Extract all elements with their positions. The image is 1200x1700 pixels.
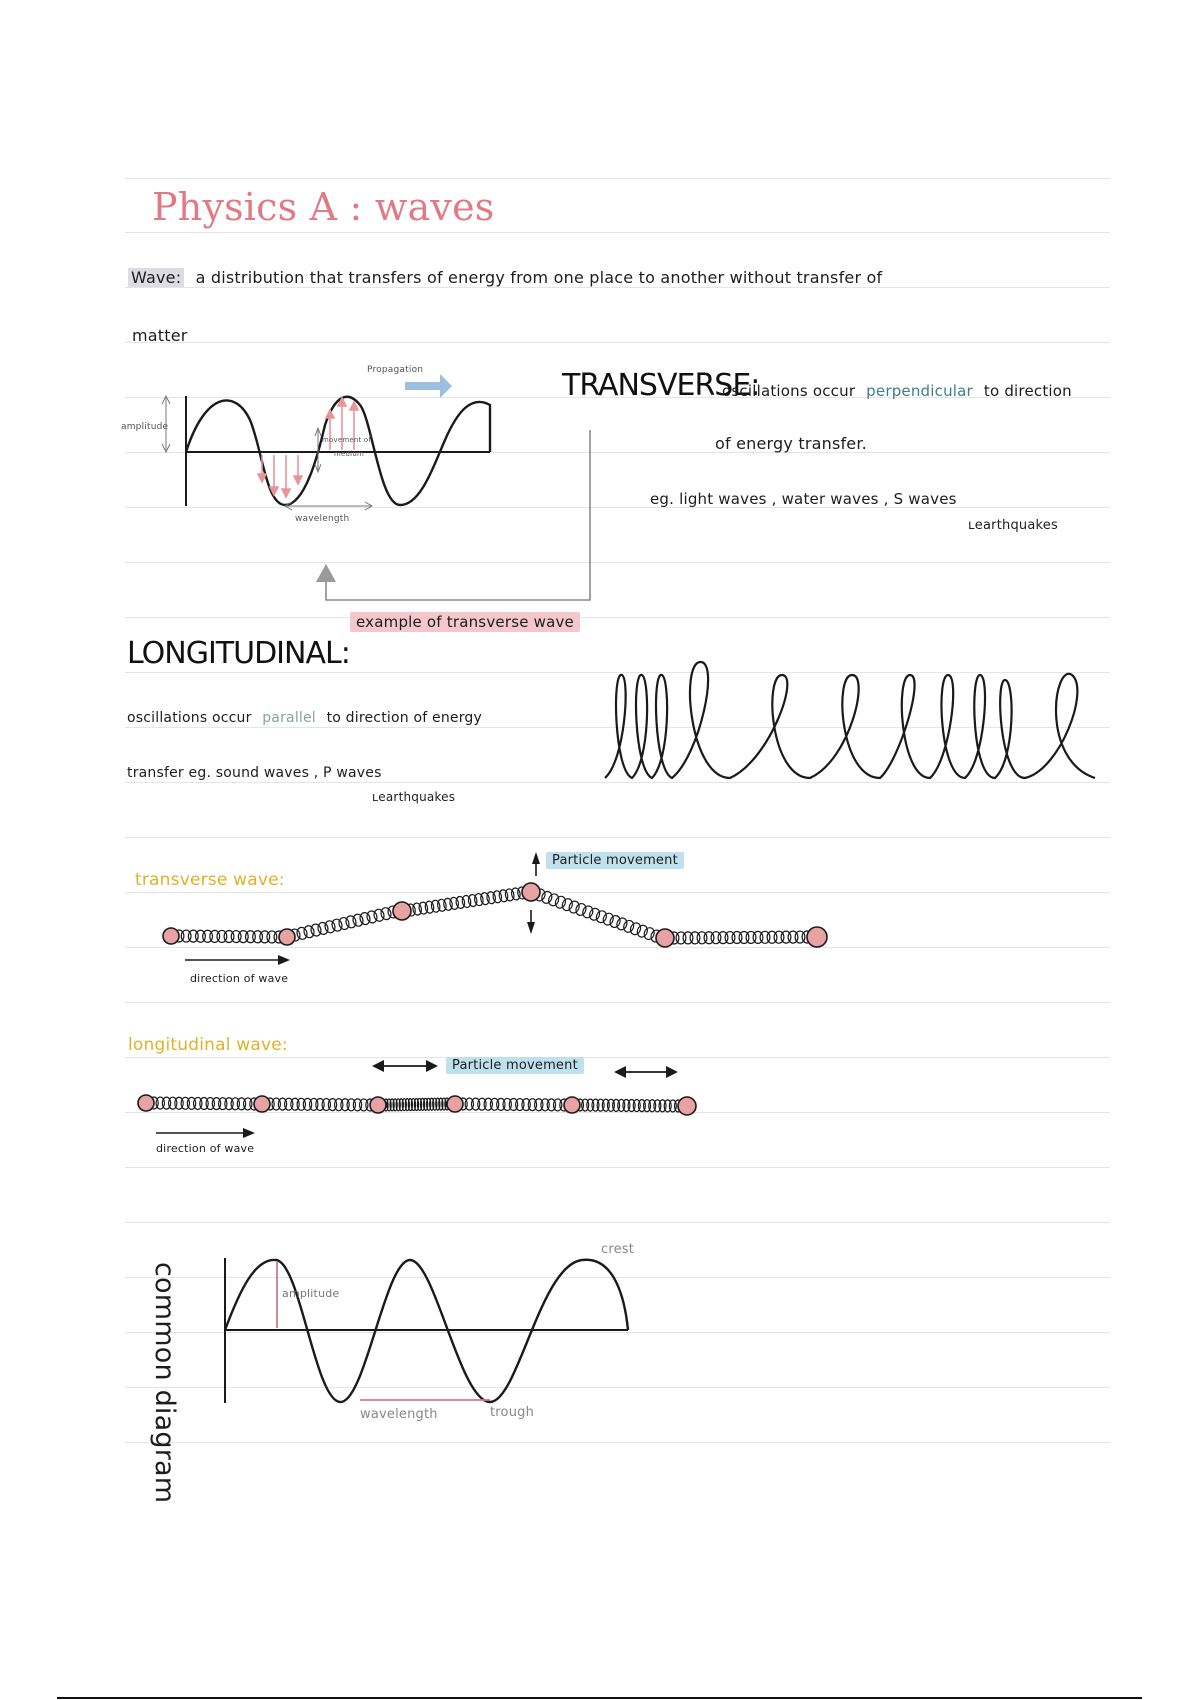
longitudinal-heading: LONGITUDINAL: [127, 636, 350, 671]
trough-label: trough [490, 1405, 535, 1420]
transverse-heading: TRANSVERSE: [562, 368, 760, 403]
perpendicular-highlight: perpendicular [866, 382, 973, 400]
medium-label-2: medium [334, 450, 364, 458]
common-amplitude-label: amplitude [282, 1287, 340, 1300]
particle-movement-label-2: Particle movement [446, 1058, 584, 1073]
definition-text-line2: matter [132, 326, 188, 345]
transverse-text: oscillations occur perpendicular to direction [722, 382, 1072, 400]
page-title: Physics A : waves [152, 185, 495, 229]
longitudinal-direction-label: direction of wave [156, 1142, 255, 1155]
common-diagram-side-label: common diagram [149, 1262, 180, 1504]
page-bottom-border [57, 1697, 1142, 1699]
crest-label: crest [601, 1242, 635, 1257]
common-wavelength-label: wavelength [360, 1407, 438, 1422]
transverse-direction-label: direction of wave [190, 972, 289, 985]
amplitude-label: amplitude [121, 422, 169, 432]
transverse-caption: example of transverse wave [350, 613, 580, 631]
longitudinal-examples-note: ʟearthquakes [372, 790, 456, 804]
transverse-spring-label: transverse wave: [135, 870, 285, 890]
definition-term: Wave: [128, 268, 184, 287]
definition-text-line1: a distribution that transfers of energy from one place to another without transfer of [195, 268, 883, 287]
longitudinal-text: oscillations occur parallel to direction of energy [127, 710, 482, 726]
particle-movement-label-1: Particle movement [546, 853, 684, 868]
longitudinal-line2: transfer eg. sound waves , P waves [127, 765, 382, 781]
wavelength-label: wavelength [295, 514, 350, 524]
propagation-label: Propagation [367, 365, 424, 375]
transverse-line2: of energy transfer. [715, 434, 867, 453]
transverse-examples: eg. light waves , water waves , S waves [650, 490, 957, 508]
longitudinal-spring-label: longitudinal wave: [128, 1035, 288, 1055]
medium-label-1: movement of [322, 436, 372, 444]
transverse-examples-note: ʟearthquakes [968, 518, 1058, 533]
parallel-highlight: parallel [262, 710, 316, 726]
